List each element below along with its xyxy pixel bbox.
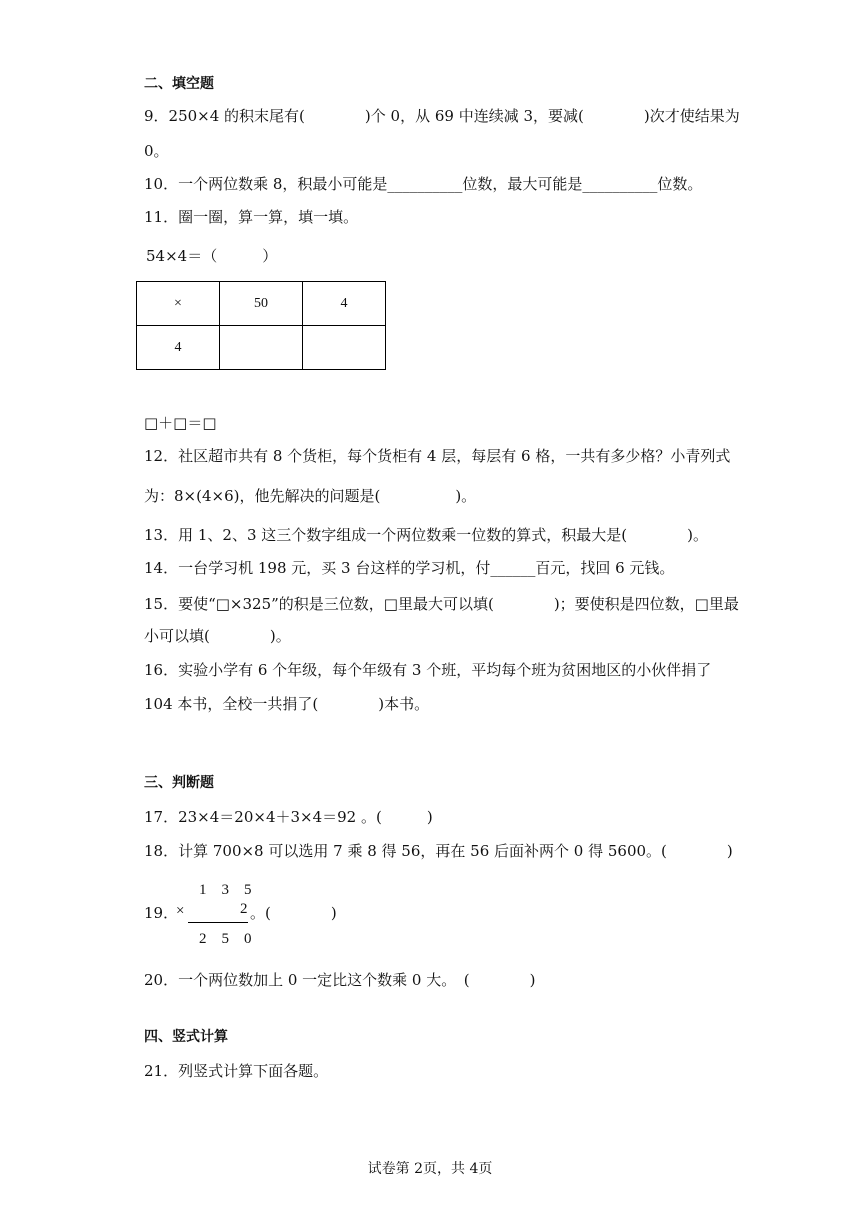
table-cell: 50 xyxy=(220,282,303,326)
question-11-expression: 54×4＝（ ） xyxy=(146,247,278,265)
question-15-line2: 小可以填( )。 xyxy=(144,627,291,645)
table-cell-blank xyxy=(303,326,386,370)
question-11: 11．圈一圈，算一算，填一填。 xyxy=(144,208,359,226)
question-20: 20．一个两位数加上 0 一定比这个数乘 0 大。 ( ) xyxy=(144,971,536,989)
question-16-line1: 16．实验小学有 6 个年级，每个年级有 3 个班，平均每个班为贫困地区的小伙伴捐了 xyxy=(144,661,712,679)
vertical-multiplier: 2 xyxy=(240,901,248,917)
question-9-line1: 9．250×4 的积末尾有( )个 0，从 69 中连续减 3，要减( )次才使结果为 xyxy=(144,107,740,125)
question-17: 17．23×4＝20×4＋3×4＝92 。( ) xyxy=(144,808,433,826)
question-13: 13．用 1、2、3 这三个数字组成一个两位数乘一位数的算式，积最大是( )。 xyxy=(144,526,708,544)
vertical-result: 2 5 0 xyxy=(199,931,252,947)
section-judge: 三、判断题 xyxy=(144,775,214,791)
vertical-top-number: 1 3 5 xyxy=(199,882,252,898)
question-12-line2: 为：8×(4×6)，他先解决的问题是( )。 xyxy=(144,487,477,505)
vertical-times-sign: × xyxy=(176,903,185,919)
section-vertical: 四、竖式计算 xyxy=(144,1029,228,1045)
multiplication-grid xyxy=(136,281,386,370)
question-14: 14．一台学习机 198 元，买 3 台这样的学习机，付______百元，找回 6 元钱。 xyxy=(144,559,675,577)
question-19-label: 19． xyxy=(144,904,179,922)
question-21: 21．列竖式计算下面各题。 xyxy=(144,1062,329,1080)
question-11-formula: □＋□＝□ xyxy=(144,414,217,432)
table-row xyxy=(137,326,386,370)
question-18: 18．计算 700×8 可以选用 7 乘 8 得 56，再在 56 后面补两个 0 得 5600。( ) xyxy=(144,842,733,860)
question-16-line2: 104 本书，全校一共捐了( )本书。 xyxy=(144,695,430,713)
question-9-line2: 0。 xyxy=(144,142,169,160)
table-cell-blank xyxy=(220,326,303,370)
table-cell: 4 xyxy=(137,326,220,370)
table-cell: 4 xyxy=(303,282,386,326)
vertical-rule xyxy=(188,922,248,923)
question-12-line1: 12．社区超市共有 8 个货柜，每个货柜有 4 层，每层有 6 格，一共有多少格？小青列式 xyxy=(144,447,731,465)
section-fill-blank: 二、填空题 xyxy=(144,76,214,92)
table-row xyxy=(137,282,386,326)
question-15-line1: 15．要使“□×325”的积是三位数，□里最大可以填( )；要使积是四位数，□里最 xyxy=(144,595,739,613)
page-footer: 试卷第 2页，共 4页 xyxy=(367,1161,493,1177)
question-19-answer: 。( ) xyxy=(250,904,337,922)
table-cell: × xyxy=(137,282,220,326)
question-10: 10．一个两位数乘 8，积最小可能是__________位数，最大可能是__________位数。 xyxy=(144,175,703,193)
